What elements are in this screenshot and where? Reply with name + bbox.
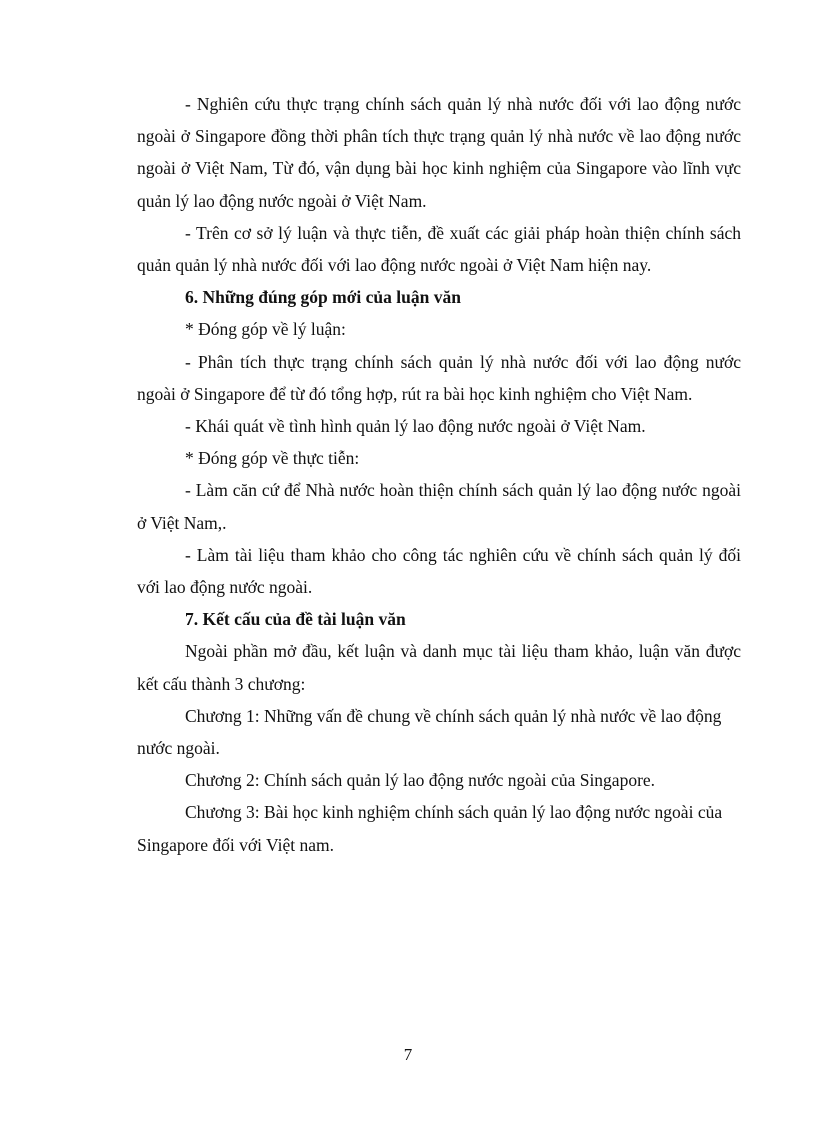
page-number: 7	[403, 1045, 413, 1064]
paragraph-practical-contribution-label: * Đóng góp về thực tiễn:	[185, 448, 360, 469]
paragraph-theoretical-contribution-label: * Đóng góp về lý luận:	[185, 319, 346, 340]
paragraph-theoretical-contribution-1: - Phân tích thực trạng chính sách quản lý nhà nước đối với lao động nước ngoài ở Singapore để từ đó tổng hợp, rút ra bài học kinh nghiệm cho Việt Nam.	[137, 351, 741, 404]
paragraph-structure-intro: Ngoài phần mở đầu, kết luận và danh mục tài liệu tham khảo, luận văn được kết cấu thành 3 chương:	[137, 641, 741, 694]
paragraph-practical-contribution-2: - Làm tài liệu tham khảo cho công tác nghiên cứu về chính sách quản lý đối với lao động nước ngoài.	[137, 544, 741, 598]
page-body	[137, 88, 741, 861]
section-heading-thesis-structure: 7. Kết cấu của đề tài luận văn	[185, 609, 406, 630]
paragraph-chapter-2: Chương 2: Chính sách quản lý lao động nước ngoài của Singapore.	[185, 770, 656, 791]
paragraph-chapter-3: Chương 3: Bài học kinh nghiệm chính sách quản lý lao động nước ngoài của Singapore đối với Việt nam.	[137, 802, 723, 855]
paragraph-practical-contribution-1: - Làm căn cứ để Nhà nước hoàn thiện chính sách quản lý lao động nước ngoài ở Việt Nam,.	[137, 480, 741, 533]
paragraph-chapter-1: Chương 1: Những vấn đề chung về chính sách quản lý nhà nước về lao động nước ngoài.	[137, 705, 722, 759]
paragraph-research-objective-2: - Trên cơ sở lý luận và thực tiễn, đề xuất các giải pháp hoàn thiện chính sách quản quản lý nhà nước đối với lao động nước ngoài ở Việt Nam hiện nay.	[137, 222, 741, 276]
paragraph-theoretical-contribution-2: - Khái quát về tình hình quản lý lao động nước ngoài ở Việt Nam.	[185, 416, 646, 437]
section-heading-new-contributions: 6. Những đúng góp mới của luận văn	[185, 287, 461, 308]
paragraph-research-objective-1: - Nghiên cứu thực trạng chính sách quản lý nhà nước đối với lao động nước ngoài ở Singapore đồng thời phân tích thực trạng quản lý nhà nước về lao động nước ngoài ở Việt Nam, Từ đó, vận dụng bài học kinh nghiệm của Singapore vào lĩnh vực quản lý lao động nước ngoài ở Việt Nam.	[137, 94, 741, 211]
